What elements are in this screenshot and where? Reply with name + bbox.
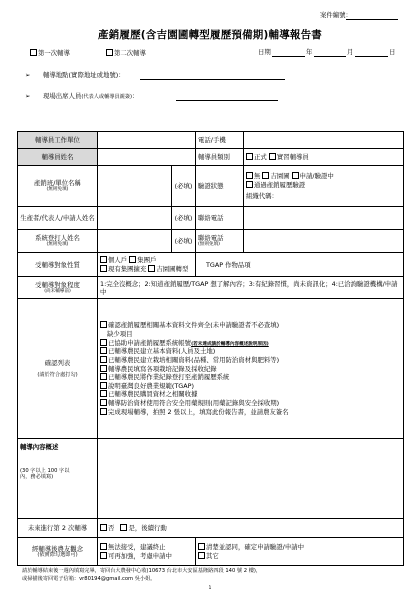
location-field[interactable]	[140, 79, 285, 80]
degree-label-cell	[18, 277, 98, 299]
checklist-item-10[interactable]	[100, 408, 401, 416]
checklist-row	[18, 299, 404, 439]
page-title: 產銷履歷(含吉園圃轉型履歷預備期)輔導報告書	[98, 29, 322, 41]
name-field[interactable]	[98, 149, 196, 166]
checklist-label: 確認列表	[44, 358, 71, 367]
producer-label: 生產者/代表人/申請人姓名	[18, 207, 98, 230]
verify-none-label: 無	[254, 172, 261, 181]
unit-field[interactable]	[98, 132, 196, 149]
checklist-checkbox-6[interactable]	[100, 373, 107, 380]
degree-label: 受輔導對象程度	[35, 280, 80, 289]
summary-label-cell	[18, 439, 98, 519]
checklist-item-5[interactable]	[100, 365, 401, 373]
gap-transform-label: 吉園圃轉型	[156, 264, 189, 273]
system-field[interactable]	[98, 230, 172, 253]
checklist-text-6: 已輔導農民將作業紀錄登打至產銷履歷系統	[108, 373, 230, 382]
attendee-label	[43, 93, 138, 101]
checklist-text-1: 確認產銷履歷相關基本資料文件齊全(未申請驗證者不必查填)	[108, 321, 280, 330]
followup-no-checkbox[interactable]	[100, 524, 107, 531]
opinion-reject-checkbox[interactable]	[100, 543, 107, 550]
verify-cell	[244, 166, 404, 207]
followup-no-label: 否	[108, 524, 115, 532]
followup-yes-checkbox[interactable]	[120, 524, 127, 531]
followup-yes-label: 是，後續行動	[128, 524, 167, 532]
target-label: 受輔導對象性質	[18, 253, 98, 277]
verify-applying-checkbox[interactable]	[292, 172, 299, 179]
opinion-reject-label: 無法接受，建議終止	[108, 543, 166, 552]
footer-line-2: 或掃描後寄回電子信箱：vr80194@gmail.com 吳小姐。	[22, 576, 156, 582]
intern-label: 實習輔導員	[276, 153, 309, 161]
checklist-checkbox-7[interactable]	[100, 382, 107, 389]
opinion-other-label: 其它	[206, 551, 219, 560]
checklist-checkbox-5[interactable]	[100, 365, 107, 372]
checklist-item-9[interactable]	[100, 399, 401, 407]
followup-row	[18, 519, 404, 538]
opinion-improve-checkbox[interactable]	[100, 552, 107, 559]
degree-row	[18, 277, 404, 299]
checklist-item-3[interactable]	[100, 347, 401, 355]
target-row	[18, 253, 404, 277]
checklist-checkbox-4[interactable]	[100, 356, 107, 363]
summary-note-2: 內，務必填寫)	[20, 473, 54, 480]
producer-field[interactable]	[98, 207, 172, 230]
opinion-option-3	[100, 552, 193, 560]
group-label: 集團戶	[137, 256, 157, 265]
attendee-colon: ：	[132, 92, 139, 100]
gap-transform-checkbox[interactable]	[148, 265, 155, 272]
page-number: 1	[208, 586, 212, 591]
opinion-label-cell	[18, 538, 98, 566]
individual-checkbox[interactable]	[100, 256, 107, 263]
checklist-checkbox-1[interactable]	[100, 321, 107, 328]
summary-field[interactable]	[98, 439, 404, 519]
phone-label: 電話/手機	[196, 132, 244, 149]
day-unit: 日	[389, 48, 396, 56]
opinion-other-checkbox[interactable]	[198, 552, 205, 559]
month-field[interactable]	[314, 56, 346, 57]
checklist-checkbox-8[interactable]	[100, 390, 107, 397]
system-contact-note: (無則免填)	[198, 242, 220, 248]
checklist-item-7[interactable]	[100, 382, 401, 390]
checklist-text-3: 已輔導農民建立基本資料(人員及土地)	[108, 347, 216, 356]
checklist-text-4: 已輔導農民建立栽培相關資料(品種、常用防治資材與肥料等)	[108, 356, 280, 365]
verify-applying-label: 申請/驗證中	[299, 172, 334, 181]
day-field[interactable]	[355, 56, 388, 57]
checklist-text-9: 輔導防治資材使用符合安全用藥規則(用藥記錄與安全採收期)	[108, 399, 280, 408]
checklist-checkbox-9[interactable]	[100, 399, 107, 406]
producer-required-mark: (必填)	[172, 207, 196, 230]
second-visit-checkbox[interactable]	[106, 49, 113, 56]
opinion-note: (依實際勾選即可)	[37, 551, 78, 558]
summary-row	[18, 439, 404, 519]
system-row	[18, 230, 404, 253]
opinion-left-cell	[98, 538, 196, 566]
phone-field[interactable]	[244, 132, 404, 149]
location-label: 輔導地點(實際地址或地號)：	[43, 71, 125, 79]
contact-field[interactable]	[244, 207, 404, 230]
attendee-label-text: 現場出席人員	[43, 92, 82, 100]
footer-line-1: 請於輔導結束後一週內填寫完畢，寄回台大農發中心收(10673 台北市大安區基隆路四段 140 號 2 樓)，	[22, 568, 262, 574]
system-label-cell	[18, 230, 98, 253]
individual-label: 個人戶	[108, 256, 128, 265]
checklist-item-1[interactable]	[100, 321, 401, 329]
verify-none-checkbox[interactable]	[246, 172, 253, 179]
opinion-option-4	[198, 552, 401, 560]
org-note: (無則免填)	[46, 187, 69, 193]
year-unit: 年	[306, 48, 313, 56]
org-label: 產銷班/單位名稱	[34, 179, 81, 188]
verify-passed-label: 通過產銷履歷驗證	[254, 180, 306, 189]
opinion-option-2	[198, 543, 401, 551]
first-visit-label: 第一次輔導	[38, 49, 70, 57]
unit-row	[18, 132, 404, 149]
checklist-note: (請於符合處打勾)	[37, 371, 78, 378]
checklist-text-7: 說明臺灣良好農業規範(TGAP)	[108, 381, 194, 390]
category-cell	[244, 149, 404, 166]
month-unit: 月	[347, 48, 354, 56]
attendee-arrow-icon: ➢	[25, 92, 31, 100]
case-number-underline	[346, 19, 398, 20]
followup-label: 未來進行第 2 次輔導	[18, 519, 98, 538]
checklist-cell	[98, 299, 404, 439]
formal-checkbox[interactable]	[246, 153, 253, 160]
opinion-agree-label: 清楚並認同，確定申請驗證/申請中	[206, 543, 305, 552]
opinion-label: 經輔導後農友觀念	[31, 544, 84, 553]
org-row	[18, 166, 404, 207]
checklist-checkbox-2[interactable]	[100, 339, 107, 346]
checklist-text-2: 已協助申請產銷履歷系統帳號	[108, 338, 192, 347]
org-field[interactable]	[98, 166, 172, 207]
org-required-mark: (必填)	[172, 166, 196, 207]
first-visit-option[interactable]	[30, 49, 70, 57]
group-expand-label: 現有集團擴充	[108, 264, 147, 273]
checklist-text-8: 已輔導農民購買資材之相關收據	[108, 390, 198, 399]
name-label: 輔導員姓名	[18, 149, 98, 166]
attendee-field[interactable]	[176, 100, 278, 101]
checklist-text-5: 輔導農民填寫各項栽培記錄及採收紀錄	[108, 364, 217, 373]
checklist-missing-label: 缺少項目	[107, 329, 133, 338]
degree-text: 1:完全沒概念；2:知道產銷履歷/TGAP 想了解內容；3:有紀錄習慣，尚未資訊化；4:已洽詢驗證機構/申請中	[98, 277, 404, 299]
system-contact-label: 聯絡電話	[198, 234, 224, 243]
system-contact-label-cell	[196, 230, 244, 253]
checklist-label-cell	[18, 299, 98, 439]
verify-options-line1	[246, 172, 401, 180]
opinion-agree-checkbox[interactable]	[198, 543, 205, 550]
followup-cell	[98, 519, 404, 538]
checklist-missing-items[interactable]	[107, 330, 401, 338]
opinion-row	[18, 538, 404, 566]
second-visit-option[interactable]	[106, 49, 146, 57]
opinion-right-cell	[196, 538, 404, 566]
location-arrow-icon: ➢	[25, 71, 31, 79]
summary-note-1: (30 字以上 100 字以	[20, 468, 70, 474]
checklist-item-4[interactable]	[100, 356, 401, 364]
system-required-mark: (必填)	[172, 230, 196, 253]
checklist-item-8[interactable]	[100, 390, 401, 398]
target-cell	[98, 253, 196, 277]
opinion-improve-label: 可再加強，考慮申請中	[108, 551, 172, 560]
verify-label: 驗證狀態	[196, 166, 244, 207]
contact-label: 聯絡電話	[196, 207, 244, 230]
formal-label: 正式	[254, 153, 267, 161]
second-visit-label: 第二次輔導	[114, 49, 146, 57]
checklist-text-2-note: (若未達成請於輔導內容概述說明原因)	[191, 341, 269, 347]
checklist-item-2[interactable]	[100, 339, 401, 347]
checklist-checkbox-3[interactable]	[100, 347, 107, 354]
org-code-label: 組織代碼：	[246, 191, 278, 200]
degree-note: (尚未輔導前)	[44, 288, 71, 294]
target-options-line2	[100, 265, 193, 273]
date-label: 日期	[258, 48, 271, 56]
checklist-item-6[interactable]	[100, 373, 401, 381]
case-number-label: 案件編號：	[320, 11, 352, 19]
system-label: 系統登打人姓名	[35, 234, 80, 243]
org-label-cell	[18, 166, 98, 207]
verify-passed-checkbox[interactable]	[246, 181, 253, 188]
checklist-text-10: 完成現場輔導，拍照 2 張以上，填寫此份報告書，並請農友簽名	[108, 407, 289, 416]
summary-label: 輔導內容概述	[20, 443, 59, 451]
group-checkbox[interactable]	[129, 256, 136, 263]
category-label: 輔導員類別	[196, 149, 244, 166]
first-visit-checkbox[interactable]	[30, 49, 37, 56]
intern-checkbox[interactable]	[269, 153, 276, 160]
verify-gap-checkbox[interactable]	[262, 172, 269, 179]
tgap-label: TGAP 作物品項	[206, 260, 251, 269]
verify-gap-label: 吉園圃	[270, 172, 290, 181]
system-contact-field[interactable]	[244, 230, 404, 253]
report-form-table	[17, 131, 404, 566]
verify-options-line2	[246, 181, 401, 189]
checklist-checkbox-10[interactable]	[100, 408, 107, 415]
name-row	[18, 149, 404, 166]
tgap-cell[interactable]	[196, 253, 404, 277]
unit-label: 輔導員工作單位	[18, 132, 98, 149]
group-expand-checkbox[interactable]	[100, 265, 107, 272]
system-note: (無則免填)	[46, 242, 69, 248]
producer-row	[18, 207, 404, 230]
opinion-option-1	[100, 543, 193, 551]
attendee-note: (代表人或輔導員親簽)	[81, 94, 133, 100]
year-field[interactable]	[272, 56, 305, 57]
target-options-line1	[100, 256, 193, 264]
